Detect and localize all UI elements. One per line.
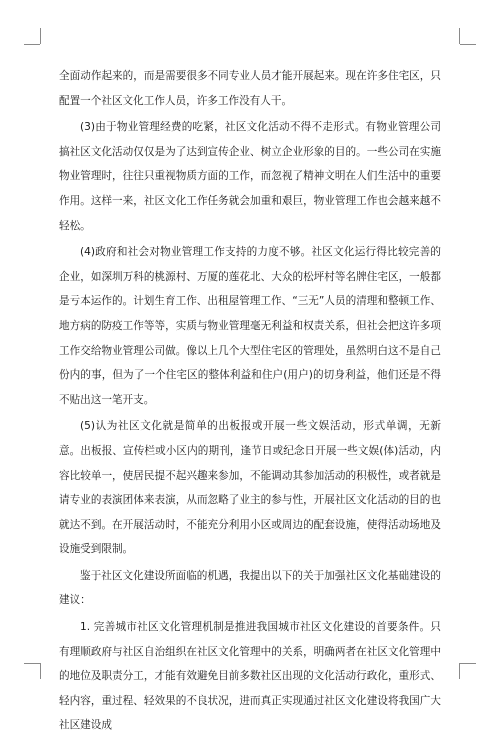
crop-mark-bottom-left-vertical bbox=[40, 663, 41, 679]
crop-mark-top-right-horizontal bbox=[460, 44, 476, 45]
paragraph-item-3: (3)由于物业管理经费的吃紧，社区文化活动不得不走形式。有物业管理公司搞社区文化活动仅仅是为了达到宣传企业、树立企业形象的目的。一些公司在实施物业管理时，往往只重视物质方面的工作，而忽视了精神文明在人们生活中的重要作用。这样一来，社区文化工作任务就会加重和艰巨，物业管理工作也会越来越不轻松。 bbox=[59, 121, 441, 232]
paragraph-item-4: (4)政府和社会对物业管理工作支持的力度不够。社区文化运行得比较完善的企业，如深圳万科的桃源村、万厦的莲花北、大众的松坪村等名牌住宅区，一般都是亏本运作的。计划生育工作、出租屋管理工作、“三无”人员的清理和整顿工作、地方病的防疫工作等等，实质与物业管理毫无利益和权责关系，但社会把这许多项工作交给物业管理公司做。像以上几个大型住宅区的管理处，虽然明白这不是自己份内的事，但为了一个住宅区的整体利益和住户(用户)的切身利益，他们还是不得不贴出这一笔开支。 bbox=[59, 246, 441, 406]
crop-mark-top-right-vertical bbox=[459, 28, 460, 44]
crop-mark-top-left-vertical bbox=[40, 28, 41, 44]
crop-mark-bottom-right-vertical bbox=[459, 663, 460, 679]
paragraph-suggestion-1: 1. 完善城市社区文化管理机制是推进我国城市社区文化建设的首要条件。只有理顺政府与社区自治组织在社区文化管理中的关系，明确两者在社区文化管理中的地位及职责分工，才能有效避免目前多数社区出现的文化活动行政化，重形式、轻内容，重过程、轻效果的不良状况，进而真正实现通过社区文化建设将我国广大社区建设成 bbox=[59, 621, 441, 732]
document-body bbox=[59, 64, 441, 738]
paragraph-item-5: (5)认为社区文化就是简单的出板报或开展一些文娱活动，形式单调，无新意。出板报、宣传栏或小区内的期刊，逢节日或纪念日开展一些文娱(体)活动，内容比较单一，使居民提不起兴趣来参加，不能调动其参加活动的积极性，或者就是请专业的表演团体来表演，从而忽略了业主的参与性，开展社区文化活动的目的也就达不到。在开展活动时，不能充分利用小区或周边的配套设施，使得活动场地及设施受到限制。 bbox=[59, 420, 441, 556]
crop-mark-top-left-horizontal bbox=[24, 44, 40, 45]
crop-mark-bottom-right-horizontal bbox=[460, 663, 476, 664]
crop-mark-bottom-left-horizontal bbox=[24, 663, 40, 664]
paragraph-continuation: 全面动作起来的，而是需要很多不同专业人员才能开展起来。现在许多住宅区，只配置一个社区文化工作人员，许多工作没有人干。 bbox=[59, 70, 441, 107]
paragraph-suggestion-intro: 鉴于社区文化建设所面临的机遇，我提出以下的关于加强社区文化基础建设的建议： bbox=[59, 569, 441, 607]
